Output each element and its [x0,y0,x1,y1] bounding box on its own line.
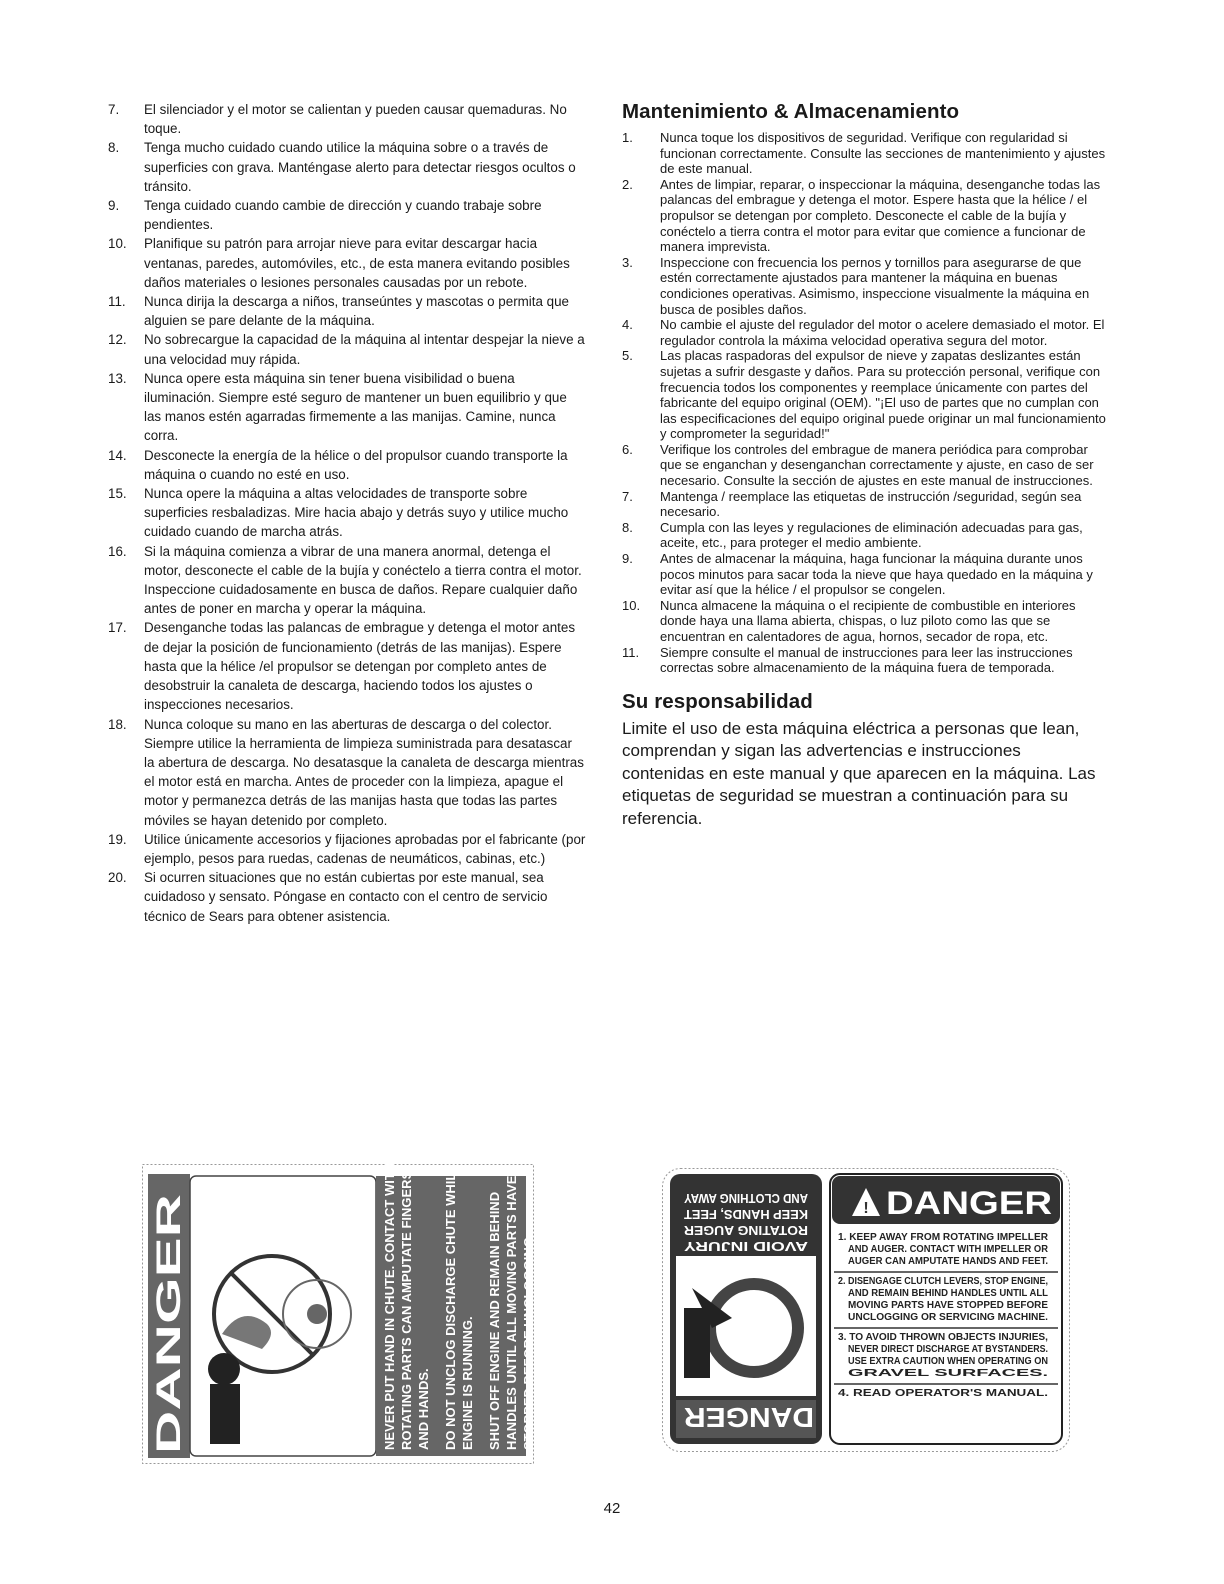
item-text: Nunca almacene la máquina o el recipiente de combustible en interiores donde haya una llama abierta, chispas, o luz piloto como las que se encuentran en calentadores de agua, hornos, secador de ropa, etc. [660,597,1076,644]
responsibility-heading: Su responsabilidad [622,689,813,713]
item-number: 12. [108,332,127,348]
item-text: Tenga cuidado cuando cambie de dirección y cuando trabaje sobre pendientes. [144,198,542,233]
list-item [108,100,586,138]
label2-mirror-line: AVOID INJURY [683,1239,808,1254]
item-text: Antes de almacenar la máquina, haga funcionar la máquina durante unos pocos minutos para sacar toda la nieve que haya quedado en la máquina y evitar así que la hélice / el propulsor se congelen. [660,551,1093,598]
item-number: 2. [622,176,633,192]
list-item [108,618,586,714]
label1-line: STOPPED BEFORE UNCLOGGING. [521,1233,536,1450]
label2-mirror-line: ROTATING AUGER [683,1223,808,1238]
list-item [622,520,1106,551]
label1-line: NEVER PUT HAND IN CHUTE. CONTACT WITH [382,1162,397,1450]
item-number: 8. [108,140,120,156]
list-item [108,369,586,446]
responsibility-text: Limite el uso de esta máquina eléctrica a personas que lean, comprendan y sigan las advertencias e instrucciones contenidas en este manual y que aparecen en la máquina. Las etiquetas de seguridad se muestran a continuación para su referencia. [622,718,1096,828]
item-number: 3. [622,254,633,270]
item-number: 6. [622,441,633,457]
label1-line: ENGINE IS RUNNING. [460,1316,475,1450]
label1-danger-text: DANGER [150,1306,188,1454]
item-number: 18. [108,716,127,732]
item-text: Nunca dirija la descarga a niños, transeúntes y mascotas o permita que alguien se pare delante de la máquina. [144,294,570,329]
item-text: Desenganche todas las palancas de embrague y detenga el motor antes de dejar la posición de funcionamiento (detrás de las manijas). Espere hasta que la hélice /el propulsor se detengan por completo antes de desobstruir la canaleta de descarga, haciendo todos los ajustes o inspecciones necesarios. [144,620,576,713]
item-text: Planifique su patrón para arrojar nieve para evitar descargar hacia ventanas, paredes, automóviles, etc., de esta manera evitando posibles daños materiales o lesiones personales causadas por un rebote. [144,236,570,290]
svg-text:!: ! [863,1200,869,1217]
item-text: Tenga mucho cuidado cuando utilice la máquina sobre o a través de superficies con grava. Manténgase alerto para detectar riesgos ocultos o tránsito. [144,140,576,194]
list-item [108,542,586,619]
item-text: Nunca toque los dispositivos de seguridad. Verifique con regularidad si funcionan correctamente. Consulte las secciones de mantenimiento y ajustes de este manual. [660,130,1106,177]
item-text: Las placas raspadoras del expulsor de nieve y zapatas deslizantes están sujetas a sufrir desgaste y daños. Para su protección personal, verifique con frecuencia todos los componentes y reemplace únicamente con partes del fabricante del equipo original (OEM). "¡El uso de partes que no cumplan con las especificaciones del equipo original puede originar un mal funcionamiento y comprometer la seguridad!" [660,348,1106,442]
item-text: Utilice únicamente accesorios y fijaciones aprobadas por el fabricante (por ejemplo, pesos para ruedas, cadenas de neumáticos, cabinas, etc.) [144,831,586,866]
item-text: Nunca coloque su mano en las aberturas de descarga o del colector. Siempre utilice la herramienta de limpieza suministrada para desatascar la abertura de descarga. No desatasque la canaleta de descarga mientras el motor está en marcha. Antes de proceder con la limpieza, apague el motor y permanezca detrás de las manijas hasta que todas las partes móviles se hayan detenido por completo. [144,716,584,828]
item-number: 11. [108,294,126,310]
list-item [622,130,1106,177]
item-text: Nunca opere esta máquina sin tener buena visibilidad o buena iluminación. Siempre esté seguro de mantener un buen equilibrio y que las manos estén agarradas firmemente a las manijas. Camine, nunca corra. [144,370,567,444]
safety-list [108,100,586,926]
item-number: 8. [622,519,633,535]
label2-line: AND AUGER. CONTACT WITH IMPELLER OR [848,1244,1049,1255]
item-number: 10. [622,597,641,613]
item-text: No cambie el ajuste del regulador del motor o acelere demasiado el motor. El regulador controla la máxima velocidad operativa segura del motor. [660,317,1105,348]
item-number: 9. [108,198,120,214]
list-item [622,551,1106,598]
item-text: Desconecte la energía de la hélice o del propulsor cuando transporte la máquina o cuando no esté en uso. [144,447,568,482]
left-column [108,100,586,926]
danger-label-auger [662,1168,1070,1452]
list-item [108,196,586,234]
list-item [108,446,586,484]
label2-line: AUGER CAN AMPUTATE HANDS AND FEET. [848,1256,1049,1267]
label2-line: MOVING PARTS HAVE STOPPED BEFORE [848,1300,1049,1311]
label2-line: USE EXTRA CAUTION WHEN OPERATING ON [848,1356,1048,1367]
list-item [108,292,586,330]
label2-line: 1. KEEP AWAY FROM ROTATING IMPELLER [838,1232,1049,1243]
item-number: 5. [622,348,633,364]
item-text: Nunca opere la máquina a altas velocidades de transporte sobre superficies resbaladizas. Mire hacia abajo y detrás suyo y utilice mucho cuidado cuando de marcha atrás. [144,486,569,540]
item-text: Si la máquina comienza a vibrar de una manera anormal, detenga el motor, desconecte el cable de la bujía y conéctelo a tierra contra el motor. Inspeccione cuidadosamente en busca de daños. Repare cualquier daño antes de poner en marcha y operar la máquina. [144,543,582,617]
list-item [622,348,1106,442]
list-item [622,255,1106,317]
label1-line: DO NOT UNCLOG DISCHARGE CHUTE WHILE [443,1164,458,1450]
label2-line: AND REMAIN BEHIND HANDLES UNTIL ALL [848,1288,1048,1299]
item-text: Mantenga / reemplace las etiquetas de instrucción /seguridad, según sea necesario. [660,488,1082,520]
maintenance-list [622,130,1106,676]
label2-line: NEVER DIRECT DISCHARGE AT BYSTANDERS. [848,1344,1049,1355]
item-number: 19. [108,831,127,847]
right-column [622,100,1106,830]
label1-line: AND HANDS. [416,1368,431,1450]
page-number: 42 [603,1500,621,1517]
list-item [622,317,1106,348]
label2-mirror-text [683,1191,808,1254]
item-text: Verifique los controles del embrague de manera periódica para comprobar que se enganchan y desenganchan correctamente y ajuste, en caso de ser necesario. Consulte la sección de ajustes en este manual de instrucciones. [660,441,1094,489]
item-number: 1. [622,130,633,145]
item-text: Antes de limpiar, reparar, o inspeccionar la máquina, desenganche todas las palancas del embrague y detenga el motor. Espere hasta que la hélice / el propulsor se detengan por completo. Desconecte el cable de la bujía y conéctelo a tierra contra el motor para evitar que comience a funcionar de manera imprevista. [660,176,1101,255]
label1-line: ROTATING PARTS CAN AMPUTATE FINGERS [399,1170,414,1450]
item-text: El silenciador y el motor se calientan y pueden causar quemaduras. No toque. [144,102,567,137]
item-number: 17. [108,620,127,636]
item-number: 16. [108,543,127,559]
item-number: 14. [108,447,127,463]
item-number: 13. [108,370,127,386]
danger-label-chute [142,1164,534,1464]
item-text: No sobrecargue la capacidad de la máquina al intentar despejar la nieve a una velocidad muy rápida. [144,332,585,367]
item-number: 11. [622,644,640,660]
item-text: Inspeccione con frecuencia los pernos y tornillos para asegurarse de que estén correctamente ajustados para mantener la máquina en buenas condiciones operativas. Asimismo, inspeccione visualmente la máquina en busca de posibles daños. [660,254,1090,317]
list-item [108,830,586,868]
maintenance-heading: Mantenimiento & Almacenamiento [622,100,960,123]
label1-line: HANDLES UNTIL ALL MOVING PARTS HAVE [504,1175,519,1450]
item-number: 7. [108,102,120,117]
label2-mirror-danger: DANGER [684,1402,814,1433]
list-item [622,489,1106,520]
label2-mirror-line: AND CLOTHING AWAY [683,1191,808,1206]
label2-instructions [834,1232,1058,1399]
item-number: 15. [108,486,127,502]
item-text: Siempre consulte el manual de instrucciones para leer las instrucciones correctas sobre almacenamiento de la máquina fuera de temporada. [660,644,1073,676]
item-number: 20. [108,870,127,886]
list-item [622,177,1106,255]
list-item [108,715,586,830]
list-item [108,138,586,196]
item-number: 9. [622,551,633,567]
list-item [108,484,586,542]
label2-line: 2. DISENGAGE CLUTCH LEVERS, STOP ENGINE, [838,1276,1049,1287]
item-number: 10. [108,236,127,252]
item-number: 7. [622,488,633,504]
item-number: 4. [622,317,633,333]
list-item [622,598,1106,645]
label2-line: UNCLOGGING OR SERVICING MACHINE. [848,1312,1049,1323]
label2-line: 4. READ OPERATOR'S MANUAL. [838,1388,1049,1399]
list-item [622,645,1106,676]
item-text: Cumpla con las leyes y regulaciones de eliminación adecuadas para gas, aceite, etc., para proteger el medio ambiente. [660,519,1083,551]
label2-mirror-line: KEEP HANDS, FEET [683,1207,808,1222]
list-item [108,868,586,926]
label2-line: 3. TO AVOID THROWN OBJECTS INJURIES, [838,1332,1049,1343]
list-item [622,442,1106,489]
label2-danger-text: DANGER [886,1185,1052,1221]
list-item [108,234,586,292]
item-text: Si ocurren situaciones que no están cubiertas por este manual, sea cuidadoso y sensato. Póngase en contacto con el centro de servicio técnico de Sears para obtener asistencia. [144,870,548,924]
label2-line: GRAVEL SURFACES. [848,1368,1049,1379]
list-item [108,330,586,368]
label1-line: SHUT OFF ENGINE AND REMAIN BEHIND [487,1191,502,1450]
